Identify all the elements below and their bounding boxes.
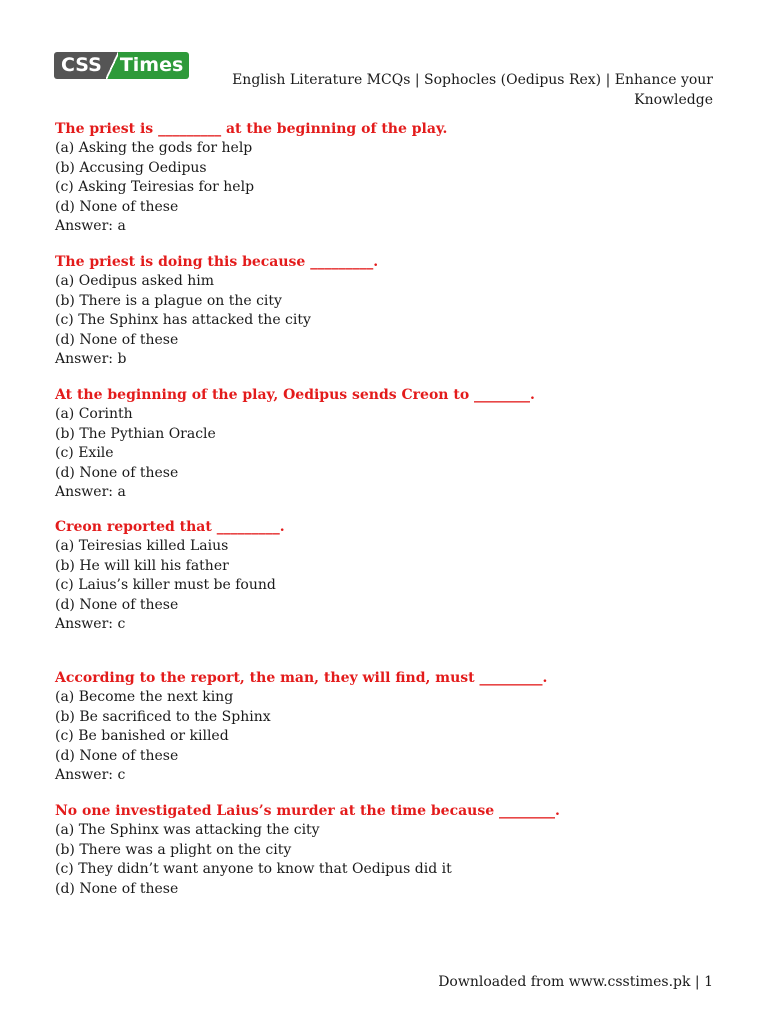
option-d: (d) None of these: [55, 747, 179, 764]
mcq-block: [55, 802, 735, 899]
option-b: (b) He will kill his father: [55, 557, 229, 574]
option-c: (c) They didn’t want anyone to know that Oedipus did it: [55, 861, 452, 878]
mcq-block: [55, 669, 735, 785]
mcq-block: [55, 120, 735, 236]
page-header-title: English Literature MCQs | Sophocles (Oedipus Rex) | Enhance your Knowledge: [232, 72, 713, 108]
answer-text: Answer: b: [55, 351, 127, 368]
answer-text: Answer: a: [55, 218, 126, 235]
question-text: At the beginning of the play, Oedipus sends Creon to ________.: [55, 387, 535, 403]
option-c: (c) Exile: [55, 445, 114, 462]
question-text: According to the report, the man, they will find, must _________.: [55, 670, 548, 686]
mcq-block: [55, 253, 735, 369]
option-a: (a) Become the next king: [55, 689, 234, 706]
question-text: The priest is _________ at the beginning of the play.: [55, 121, 448, 137]
option-a: (a) The Sphinx was attacking the city: [55, 822, 320, 839]
option-c: (c) The Sphinx has attacked the city: [55, 312, 311, 329]
option-d: (d) None of these: [55, 596, 179, 613]
option-b: (b) Be sacrificed to the Sphinx: [55, 708, 271, 725]
option-d: (d) None of these: [55, 880, 179, 897]
option-d: (d) None of these: [55, 198, 179, 215]
option-d: (d) None of these: [55, 331, 179, 348]
question-text: Creon reported that _________.: [55, 519, 285, 535]
option-d: (d) None of these: [55, 464, 179, 481]
site-logo: [54, 52, 189, 79]
question-text: No one investigated Laius’s murder at the time because ________.: [55, 803, 560, 819]
option-a: (a) Teiresias killed Laius: [55, 538, 229, 555]
option-b: (b) There was a plight on the city: [55, 841, 292, 858]
question-text: The priest is doing this because _________.: [55, 254, 379, 270]
mcq-block: [55, 386, 735, 502]
option-a: (a) Asking the gods for help: [55, 140, 253, 157]
option-b: (b) Accusing Oedipus: [55, 159, 207, 176]
mcq-block: [55, 518, 735, 634]
option-a: (a) Corinth: [55, 406, 133, 423]
logo-text-times: Times: [118, 52, 189, 79]
option-c: (c) Asking Teiresias for help: [55, 179, 255, 196]
logo-slash: [106, 52, 118, 79]
answer-text: Answer: c: [55, 767, 126, 784]
option-b: (b) There is a plague on the city: [55, 292, 282, 309]
option-a: (a) Oedipus asked him: [55, 273, 215, 290]
option-c: (c) Laius’s killer must be found: [55, 577, 276, 594]
option-b: (b) The Pythian Oracle: [55, 425, 216, 442]
answer-text: Answer: a: [55, 484, 126, 501]
logo-text-css: CSS: [54, 52, 106, 79]
option-c: (c) Be banished or killed: [55, 728, 229, 745]
answer-text: Answer: c: [55, 616, 126, 633]
page-footer: Downloaded from www.csstimes.pk | 1: [438, 974, 713, 990]
